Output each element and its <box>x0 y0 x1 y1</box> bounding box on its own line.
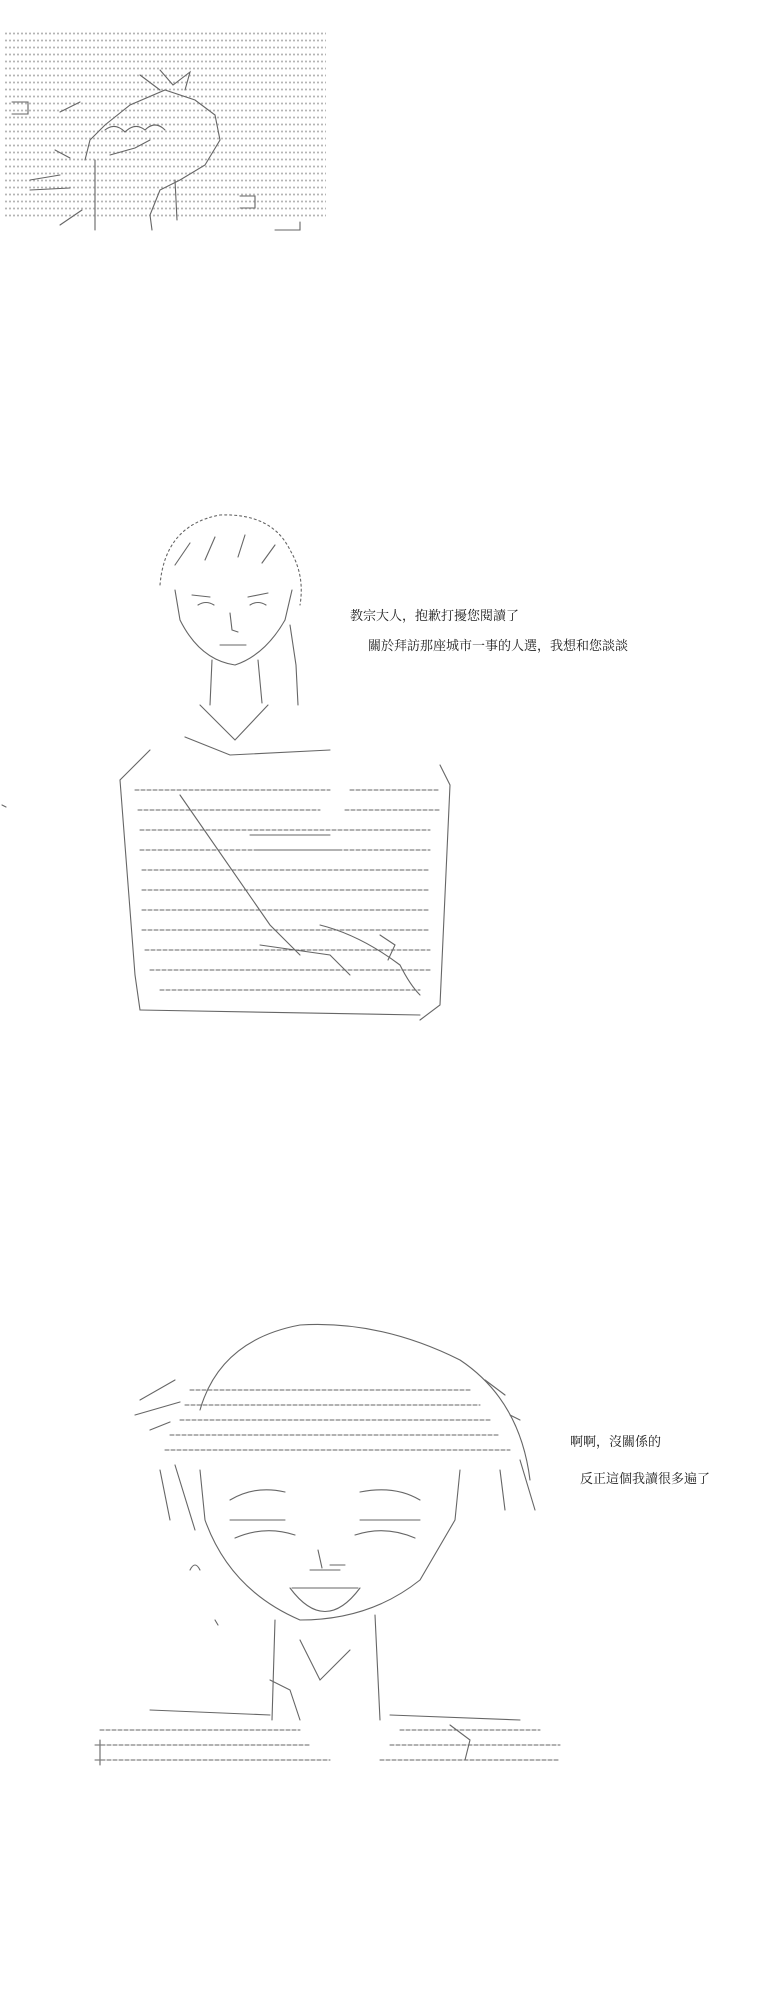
visitor-illustration <box>0 505 460 1035</box>
speech-line-1: 啊啊，沒關係的 <box>570 1435 662 1450</box>
speech-line-2: 反正這個我讀很多遍了 <box>580 1472 711 1487</box>
speech-line-2: 關於拜訪那座城市一事的人選，我想和您談談 <box>368 639 629 654</box>
visitor-panel <box>0 505 775 1035</box>
knock-panel <box>0 30 775 240</box>
reader-illustration <box>0 1320 560 1870</box>
reader-panel <box>0 1320 775 1870</box>
knocking-fist-illustration <box>0 30 330 235</box>
speech-line-1: 教宗大人，抱歉打擾您閱讀了 <box>350 609 520 624</box>
